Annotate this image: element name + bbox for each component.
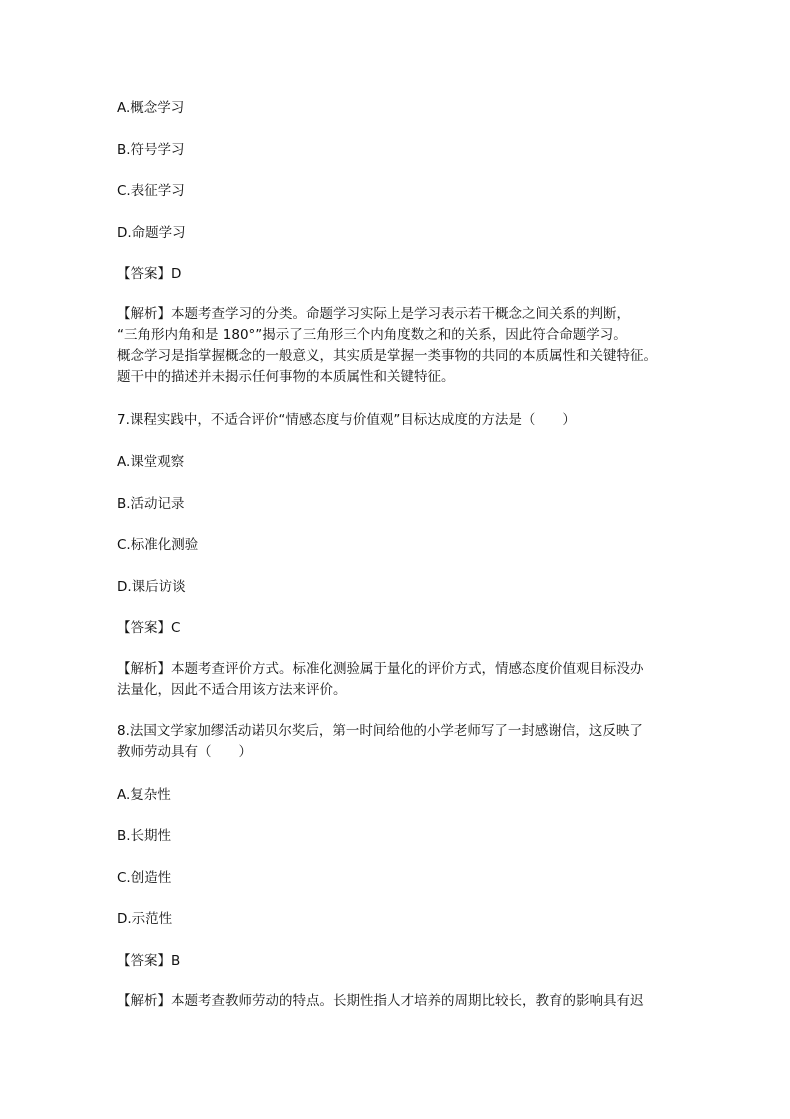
q6-option-b: B.符号学习 <box>117 142 185 158</box>
q7-option-c: C.标准化测验 <box>117 537 199 553</box>
q8-option-a: A.复杂性 <box>117 787 171 803</box>
q6-analysis-line: 题干中的描述并未揭示任何事物的本质属性和关键特征。 <box>117 369 455 385</box>
q8-analysis <box>117 991 677 1012</box>
q7-analysis-line: 【解析】本题考查评价方式。标准化测验属于量化的评价方式，情感态度价值观目标没办 <box>117 661 644 677</box>
q6-option-a: A.概念学习 <box>117 100 185 116</box>
q6-option-d: D.命题学习 <box>117 225 186 241</box>
q7-answer: 【答案】C <box>117 620 181 636</box>
q7-option-b: B.活动记录 <box>117 496 185 512</box>
q7-analysis <box>117 659 677 701</box>
q7-analysis-line: 法量化，因此不适合用该方法来评价。 <box>117 682 347 698</box>
q8-question <box>117 721 677 763</box>
q7-question: 7.课程实践中，不适合评价“情感态度与价值观”目标达成度的方法是（ ） <box>117 412 576 428</box>
q8-option-b: B.长期性 <box>117 828 172 844</box>
q6-analysis-line: 概念学习是指掌握概念的一般意义，其实质是掌握一类事物的共同的本质属性和关键特征。 <box>117 348 657 364</box>
q8-answer: 【答案】B <box>117 953 181 969</box>
q8-question-line: 8.法国文学家加缪活动诺贝尔奖后，第一时间给他的小学老师写了一封感谢信，这反映了 <box>117 723 643 739</box>
q6-analysis <box>117 304 677 388</box>
q7-option-d: D.课后访谈 <box>117 579 186 595</box>
q8-option-d: D.示范性 <box>117 911 173 927</box>
q7-option-a: A.课堂观察 <box>117 454 185 470</box>
q8-option-c: C.创造性 <box>117 870 172 886</box>
q8-analysis-line: 【解析】本题考查教师劳动的特点。长期性指人才培养的周期比较长，教育的影响具有迟 <box>117 993 644 1009</box>
q6-analysis-line: “三角形内角和是 180°”揭示了三角形三个内角度数之和的关系，因此符合命题学习。 <box>117 327 627 343</box>
q6-option-c: C.表征学习 <box>117 183 185 199</box>
q6-analysis-line: 【解析】本题考查学习的分类。命题学习实际上是学习表示若干概念之间关系的判断， <box>117 306 630 322</box>
q6-answer: 【答案】D <box>117 266 182 282</box>
q8-question-line: 教师劳动具有（ ） <box>117 744 252 760</box>
